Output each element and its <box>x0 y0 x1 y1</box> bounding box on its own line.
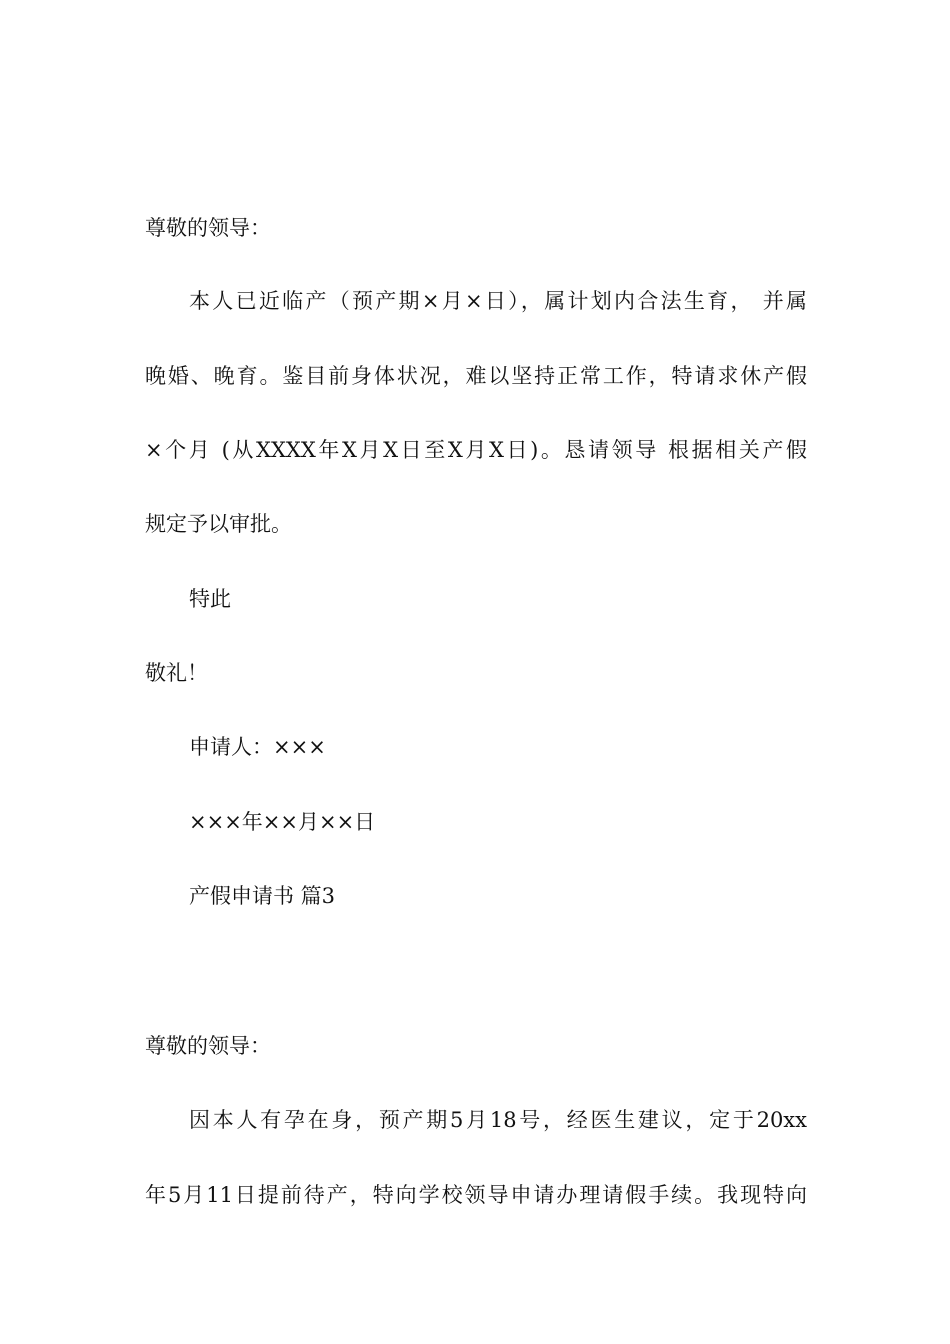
closing-tecí: 特此 <box>189 587 231 611</box>
salutation-2: 尊敬的领导： <box>145 1034 271 1058</box>
body-line-2: 晚婚、晚育。鉴目前身体状况，难以坚持正常工作，特请求休产假 <box>145 364 807 388</box>
salutation-1: 尊敬的领导： <box>145 216 271 240</box>
applicant-line: 申请人：××× <box>189 735 326 759</box>
body-line-1: 本人已近临产（预产期×月×日），属计划内合法生育， 并属 <box>189 289 807 313</box>
date-line: ×××年××月××日 <box>189 810 376 834</box>
body2-line-1: 因本人有孕在身，预产期5月18号，经医生建议，定于20xx <box>189 1108 807 1132</box>
closing-jingli: 敬礼！ <box>145 661 208 685</box>
body-line-4: 规定予以审批。 <box>145 512 292 536</box>
body2-line-2: 年5月11日提前待产，特向学校领导申请办理请假手续。我现特向 <box>145 1183 807 1207</box>
section-heading: 产假申请书 篇3 <box>189 884 336 908</box>
body-line-3: ×个月 (从XXXX年X月X日至X月X日)。恳请领导 根据相关产假 <box>145 438 807 462</box>
